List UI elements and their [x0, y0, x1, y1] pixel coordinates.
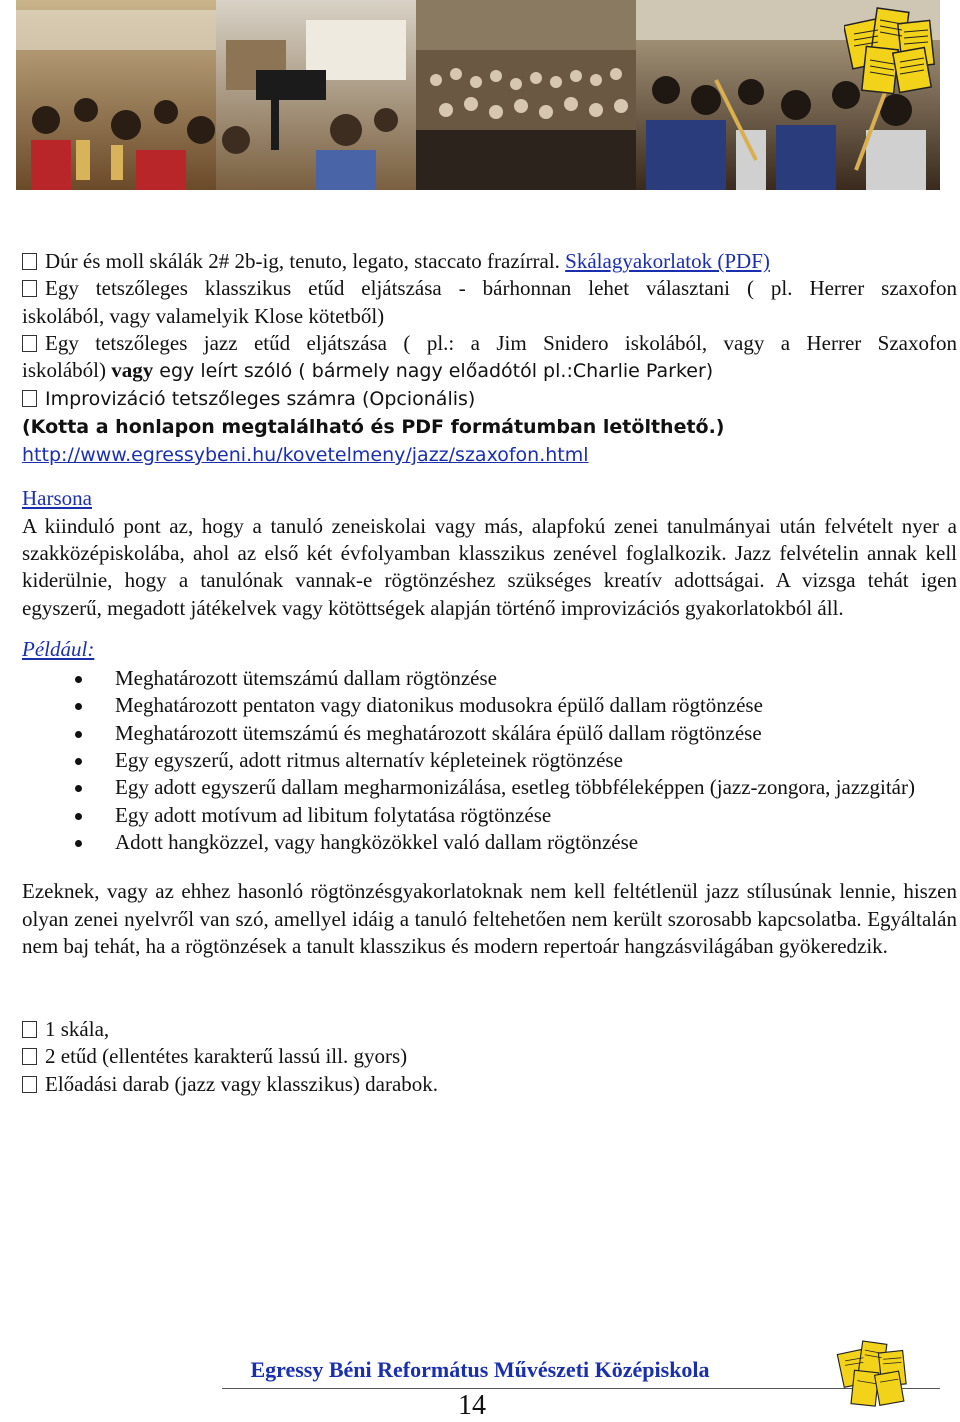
section-paragraph: A kiinduló pont az, hogy a tanuló zeneiskolai vagy más, alapfokú zenei tanulmányai után felvételt nyer a szakközépiskolába, ahol az első két évfolyamban klasszikus zenével foglalkozik. Jazz felvételin annak kell kiderülnie, hogy a tanulónak vannak-e rögtönzéshez szükséges kreatív adottságai. A vizsga tehát igen egyszerű, megadott játékelvek vagy kötöttségek alapján történő improvizációs gyakorlatokból áll.	[22, 513, 957, 620]
concert-photo-collage-icon	[16, 0, 940, 190]
checkbox-icon	[22, 335, 37, 352]
footer-school-name: Egressy Béni Református Művészeti Középiskola	[250, 1357, 710, 1382]
checkbox-icon	[22, 390, 37, 407]
checkbox-icon	[22, 253, 37, 270]
list-item: Meghatározott pentaton vagy diatonikus modusokra épülő dallam rögtönzése	[22, 692, 957, 719]
requirement-item: Előadási darab (jazz vagy klasszikus) darabok.	[22, 1071, 957, 1098]
page-number: 14	[458, 1390, 486, 1421]
list-item: Egy egyszerű, adott ritmus alternatív képleteinek rögtönzése	[22, 747, 957, 774]
list-item: Meghatározott ütemszámú dallam rögtönzése	[22, 665, 957, 692]
intro-item-1: Dúr és moll skálák 2# 2b-ig, tenuto, legato, staccato frazírral. Skálagyakorlatok (PDF)	[22, 248, 957, 275]
intro-item-2-continued: iskolából, vagy valamelyik Klose kötetből)	[22, 303, 385, 328]
page-content	[22, 248, 957, 1098]
checkbox-icon	[22, 1076, 37, 1093]
closing-paragraph: Ezeknek, vagy az ehhez hasonló rögtönzésgyakorlatoknak nem kell feltétlenül jazz stílusúnak lennie, hiszen olyan zenei nyelvről van szó, amellyel idáig a tanuló feltehetően nem került szorosabb kapcsolatba. Egyáltalán nem baj tehát, ha a rögtönzések a tanult klasszikus és modern repertoár hangzásvilágában gyökeredzik.	[22, 879, 957, 958]
checkbox-icon	[22, 1048, 37, 1065]
checkbox-icon	[22, 1021, 37, 1038]
list-item: Adott hangközzel, vagy hangközökkel való dallam rögtönzése	[22, 829, 957, 856]
url-link[interactable]: http://www.egressybeni.hu/kovetelmeny/jazz/szaxofon.html	[22, 444, 589, 467]
list-item: Egy adott egyszerű dallam megharmonizálása, esetleg többféleképpen (jazz-zongora, jazzgitár)	[22, 774, 957, 801]
list-item: Meghatározott ütemszámú és meghatározott skálára épülő dallam rögtönzése	[22, 720, 957, 747]
list-item: Egy adott motívum ad libitum folytatása rögtönzése	[22, 802, 957, 829]
header-banner	[16, 0, 940, 190]
examples-title: Például:	[22, 636, 95, 661]
music-sheets-logo-icon	[844, 4, 940, 96]
scale-exercises-link[interactable]: Skálagyakorlatok (PDF)	[565, 249, 770, 273]
requirement-item: 2 etűd (ellentétes karakterű lassú ill. gyors)	[22, 1043, 957, 1070]
download-note: (Kotta a honlapon megtalálható és PDF formátumban letölthető.)	[22, 415, 725, 438]
section-title-harsona: Harsona	[22, 486, 92, 511]
intro-item-3-continued: iskolából) vagy egy leírt szóló ( bármely nagy előadótól pl.:Charlie Parker)	[22, 358, 714, 383]
intro-item-3: Egy tetszőleges jazz etűd eljátszása ( pl.: a Jim Snidero iskolából, vagy a Herrer Szaxofon	[22, 330, 957, 357]
examples-list	[22, 665, 957, 856]
checkbox-icon	[22, 280, 37, 297]
intro-item-2: Egy tetszőleges klasszikus etűd eljátszása - bárhonnan lehet választani ( pl. Herrer szaxofon	[22, 275, 957, 302]
requirement-item: 1 skála,	[22, 1016, 957, 1043]
intro-item-4: Improvizáció tetszőleges számra (Opcionális)	[22, 385, 957, 413]
